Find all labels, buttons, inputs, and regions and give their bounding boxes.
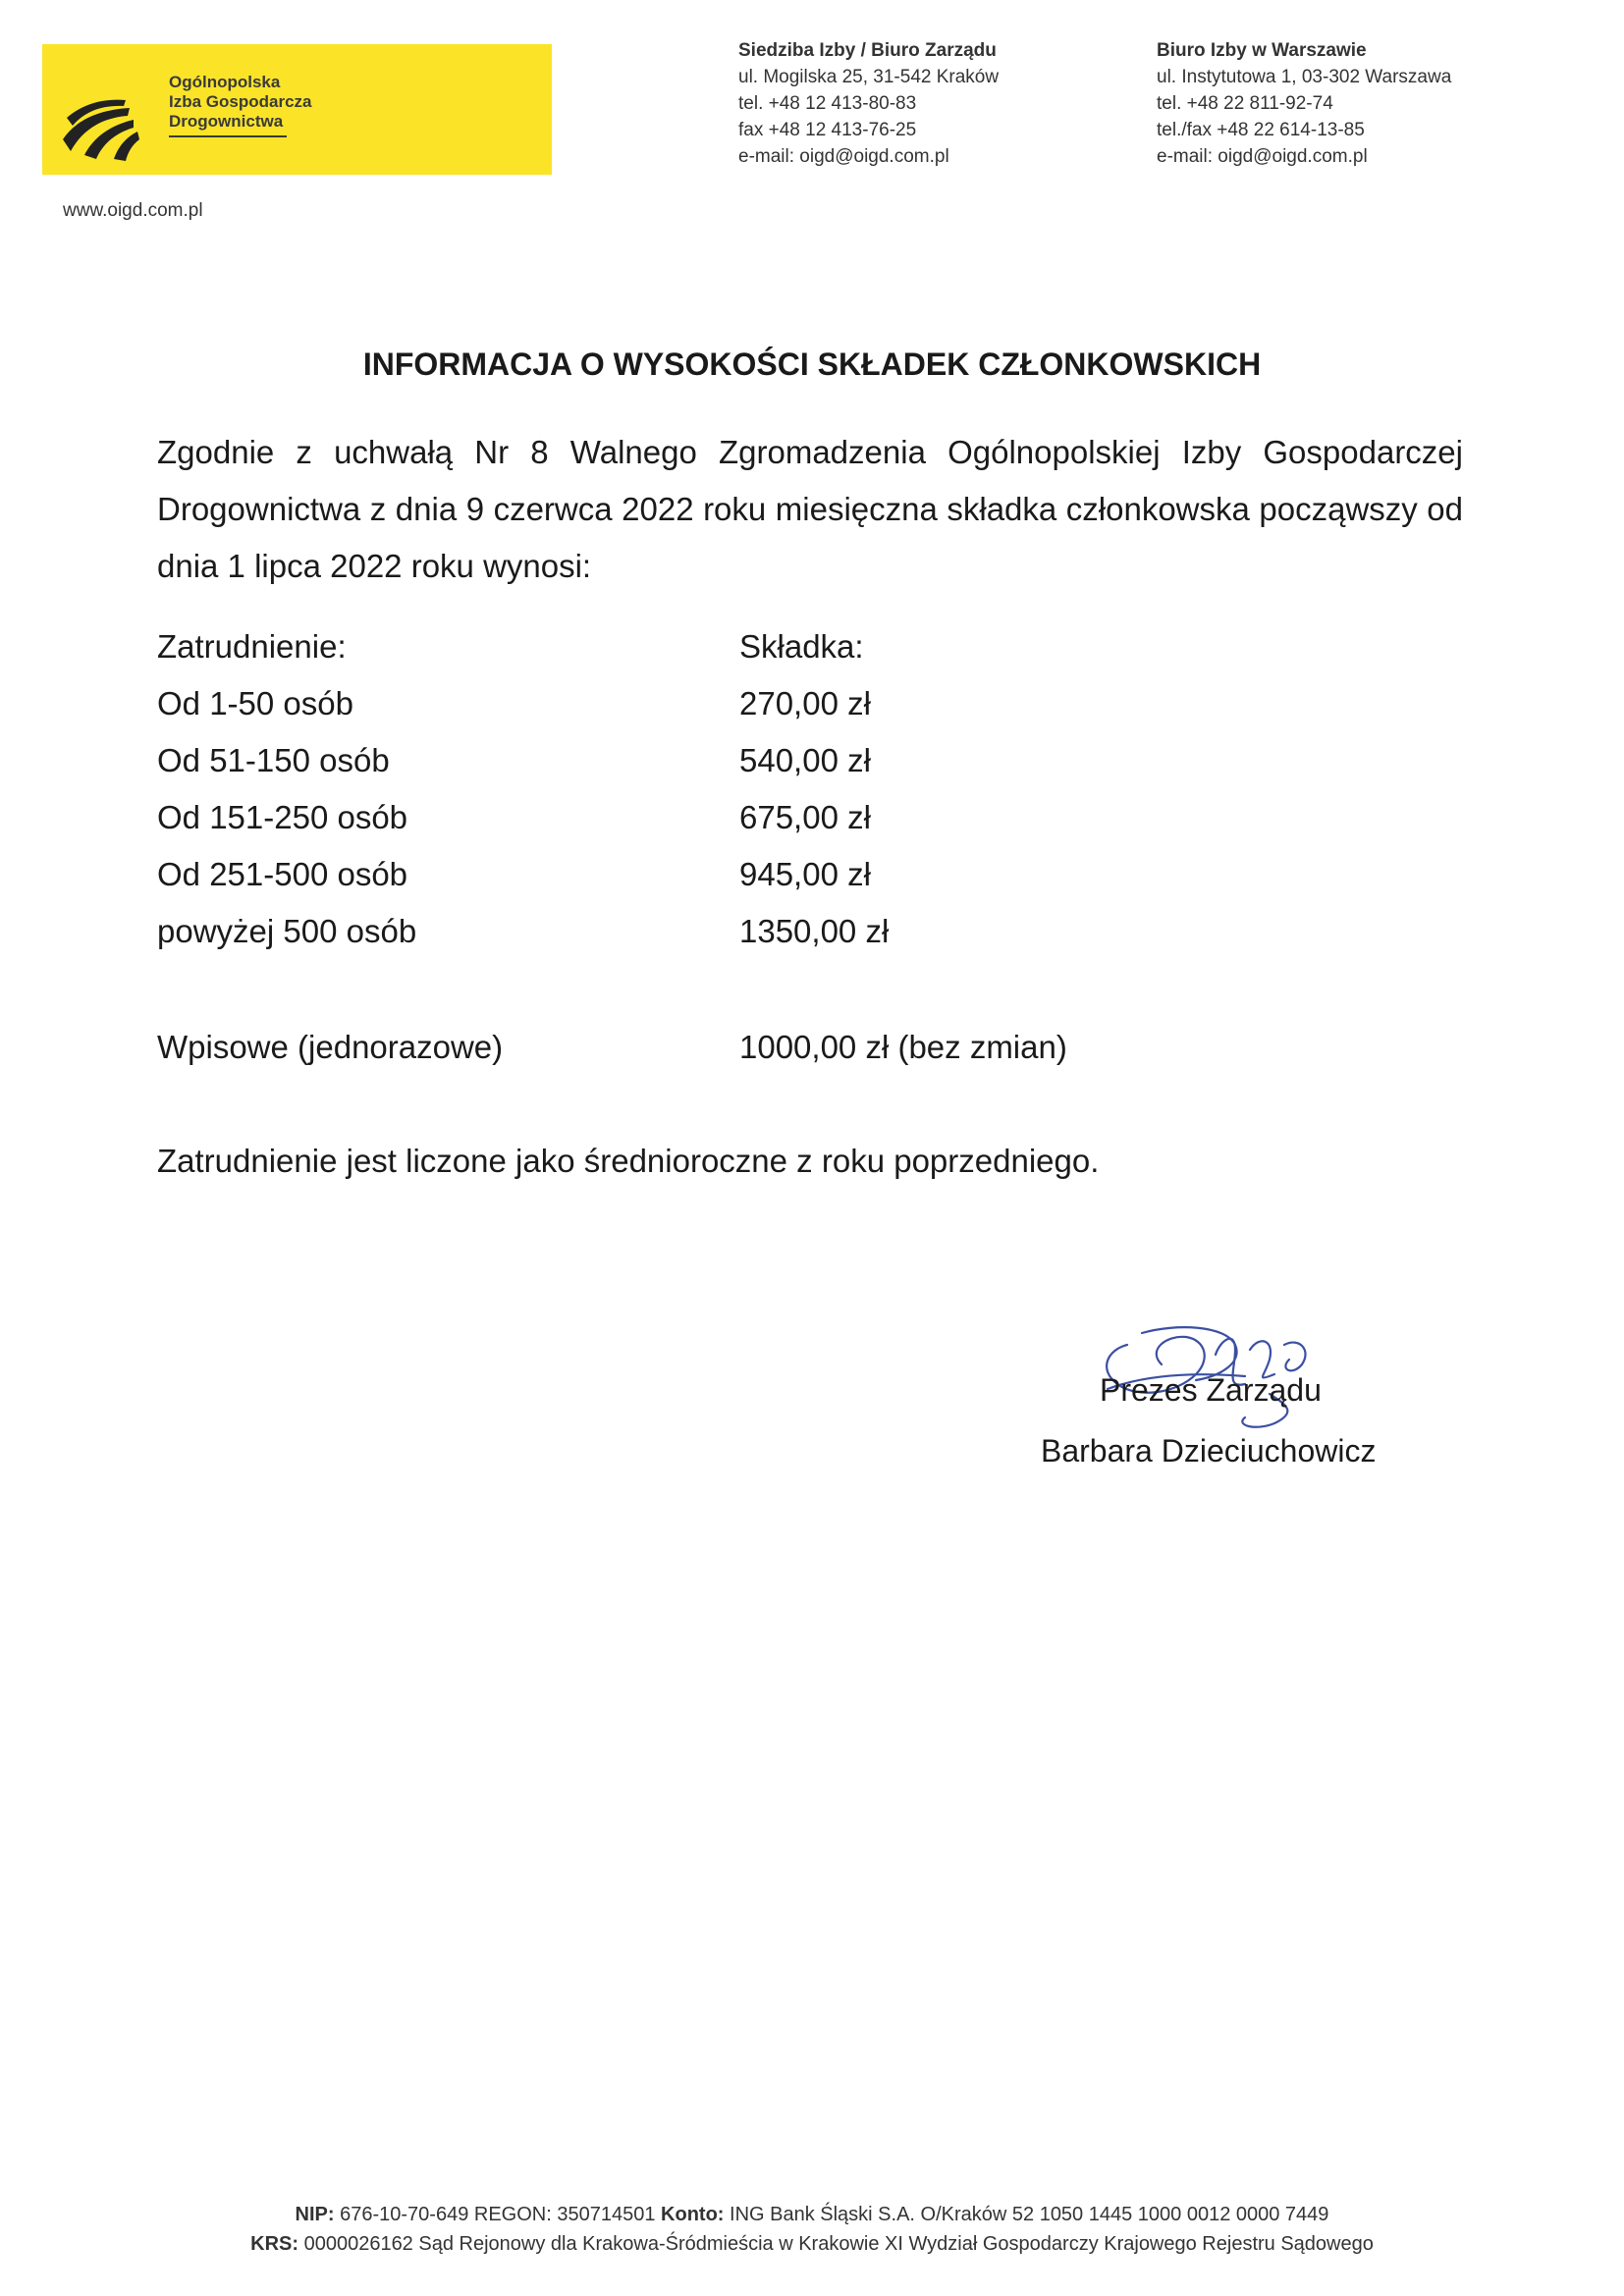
employment-note: Zatrudnienie jest liczone jako średnioroczne z roku poprzedniego.: [157, 1143, 1100, 1179]
fee-table-row: [157, 913, 1434, 968]
fee-table-row: [157, 685, 1434, 740]
warsaw-email[interactable]: e-mail: oigd@oigd.com.pl: [1157, 146, 1368, 167]
hq-email[interactable]: e-mail: oigd@oigd.com.pl: [738, 146, 949, 167]
logo-line-3: Drogownictwa: [169, 112, 284, 131]
logo-stripes-icon: [57, 61, 157, 161]
warsaw-street: ul. Instytutowa 1, 03-302 Warszawa: [1157, 67, 1452, 87]
employment-header: Zatrudnienie:: [157, 628, 347, 665]
intro-paragraph: Zgodnie z uchwałą Nr 8 Walnego Zgromadzenia Ogólnopolskiej Izby Gospodarczej Drogownictwa z dnia 9 czerwca 2022 roku miesięczna składka członkowska począwszy od dnia 1 lipca 2022 roku wynosi:: [157, 434, 1463, 584]
hq-street: ul. Mogilska 25, 31-542 Kraków: [738, 67, 1000, 87]
regon-label: REGON:: [473, 2204, 552, 2225]
regon-value: 350714501: [557, 2204, 656, 2225]
warsaw-tel: tel. +48 22 811-92-74: [1157, 93, 1333, 114]
krs-value: 0000026162 Sąd Rejonowy dla Krakowa-Śródmieścia w Krakowie XI Wydział Gospodarczy Krajowego Rejestru Sądowego: [303, 2233, 1374, 2255]
konto-label: Konto:: [661, 2204, 725, 2225]
fee-amount: 270,00 zł: [739, 685, 871, 721]
document-title: INFORMACJA O WYSOKOŚCI SKŁADEK CZŁONKOWSKICH: [362, 347, 1262, 382]
warsaw-telfax: tel./fax +48 22 614-13-85: [1157, 120, 1365, 140]
signatory-name: Barbara Dzieciuchowicz: [1041, 1433, 1377, 1468]
nip-label: NIP:: [295, 2204, 335, 2225]
hq-fax: fax +48 12 413-76-25: [738, 120, 917, 140]
employment-range: Od 251-500 osób: [157, 856, 408, 892]
fee-table-header: [157, 628, 1434, 683]
fee-amount: 675,00 zł: [739, 799, 871, 835]
logo-underline: [169, 135, 287, 137]
employment-range: powyżej 500 osób: [157, 913, 417, 949]
hq-tel: tel. +48 12 413-80-83: [738, 93, 917, 114]
fee-table-row: [157, 856, 1434, 911]
employment-range: Od 1-50 osób: [157, 685, 353, 721]
warsaw-heading: Biuro Izby w Warszawie: [1157, 40, 1367, 61]
footer-line-1: [0, 2204, 1624, 2226]
krs-label: KRS:: [250, 2233, 299, 2255]
employment-range: Od 151-250 osób: [157, 799, 408, 835]
footer-line-2: [0, 2233, 1624, 2256]
website-link[interactable]: www.oigd.com.pl: [63, 200, 203, 221]
signatory-role: Prezes Zarządu: [1100, 1372, 1322, 1408]
hq-address-block: [738, 37, 999, 170]
logo-line-2: Izba Gospodarcza: [169, 92, 312, 111]
logo-line-1: Ogólnopolska: [169, 73, 281, 91]
employment-range: Od 51-150 osób: [157, 742, 390, 778]
fee-header: Składka:: [739, 628, 864, 665]
konto-value: ING Bank Śląski S.A. O/Kraków 52 1050 1445 1000 0012 0000 7449: [730, 2204, 1329, 2225]
hq-heading: Siedziba Izby / Biuro Zarządu: [738, 40, 997, 61]
fee-amount: 540,00 zł: [739, 742, 871, 778]
fee-table-row: [157, 799, 1434, 854]
fee-amount: 1350,00 zł: [739, 913, 890, 949]
entry-fee-row: [157, 1029, 1434, 1084]
entry-fee-label: Wpisowe (jednorazowe): [157, 1029, 504, 1065]
fee-table-row: [157, 742, 1434, 797]
nip-value: 676-10-70-649: [340, 2204, 469, 2225]
warsaw-address-block: [1157, 37, 1451, 170]
entry-fee-value: 1000,00 zł (bez zmian): [739, 1029, 1067, 1065]
fee-amount: 945,00 zł: [739, 856, 871, 892]
logo-wordmark: [169, 73, 311, 132]
